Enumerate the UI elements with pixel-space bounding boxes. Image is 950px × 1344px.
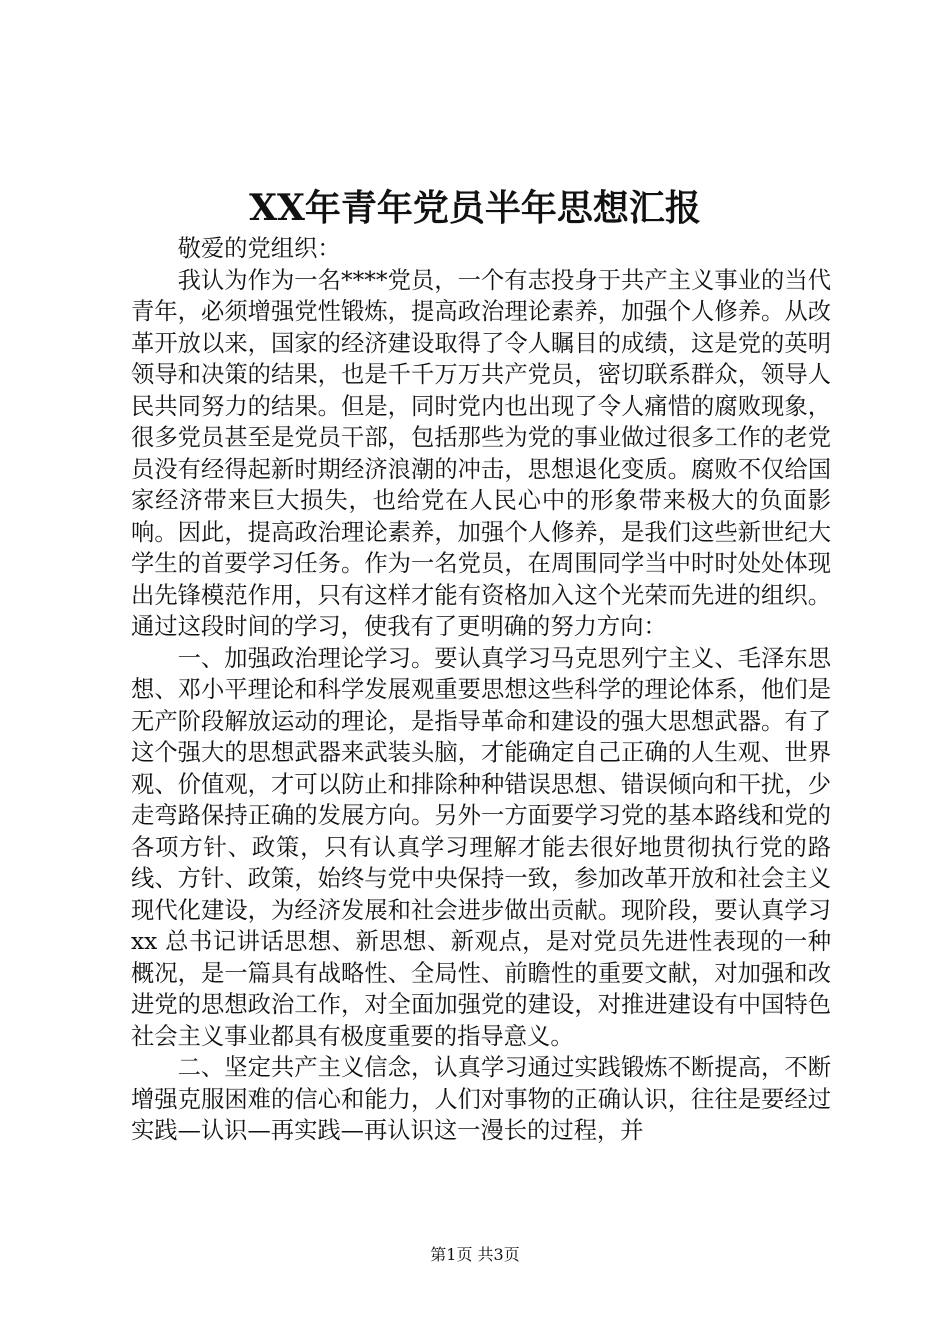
paragraph: 我认为作为一名****党员，一个有志投身于共产主义事业的当代青年，必须增强党性锻炼，提高政治理论素养，加强个人修养。从改革开放以来，国家的经济建设取得了令人瞩目的成绩，这是党的英明领导和决策的结果，也是千千万万共产党员，密切联系群众，领导人民共同努力的结果。但是，同时党内也出现了令人痛惜的腐败现象，很多党员甚至是党员干部，包括那些为党的事业做过很多工作的老党员没有经得起新时期经济浪潮的冲击，思想退化变质。腐败不仅给国家经济带来巨大损失，也给党在人民心中的形象带来极大的负面影响。因此，提高政治理论素养，加强个人修养，是我们这些新世纪大学生的首要学习任务。作为一名党员，在周围同学当中时时处处体现出先锋模范作用，只有这样才能有资格加入这个光荣而先进的组织。通过这段时间的学习，使我有了更明确的努力方向： [131,266,831,640]
document-body [131,233,831,1147]
paragraph: 二、坚定共产主义信念，认真学习通过实践锻炼不断提高，不断增强克服困难的信心和能力，人们对事物的正确认识，往往是要经过实践—认识—再实践—再认识这一漫长的过程，并 [131,1054,831,1144]
salutation: 敬爱的党组织： [177,235,341,262]
document-title: XX年青年党员半年思想汇报 [249,187,701,229]
page-number-footer: 第1页 共3页 [430,1245,520,1264]
paragraph: 一、加强政治理论学习。要认真学习马克思列宁主义、毛泽东思想、邓小平理论和科学发展观重要思想这些科学的理论体系，他们是无产阶段解放运动的理论，是指导革命和建设的强大思想武器。有了这个强大的思想武器来武装头脑，才能确定自己正确的人生观、世界观、价值观，才可以防止和排除种种错误思想、错误倾向和干扰，少走弯路保持正确的发展方向。另外一方面要学习党的基本路线和党的各项方针、政策，只有认真学习理解才能去很好地贯彻执行党的路线、方针、政策，始终与党中央保持一致，参加改革开放和社会主义现代化建设，为经济发展和社会进步做出贡献。现阶段，要认真学习 xx 总书记讲话思想、新思想、新观点，是对党员先进性表现的一种概况，是一篇具有战略性、全局性、前瞻性的重要文献，对加强和改进党的思想政治工作，对全面加强党的建设，对推进建设有中国特色社会主义事业都具有极度重要的指导意义。 [131,644,831,1050]
